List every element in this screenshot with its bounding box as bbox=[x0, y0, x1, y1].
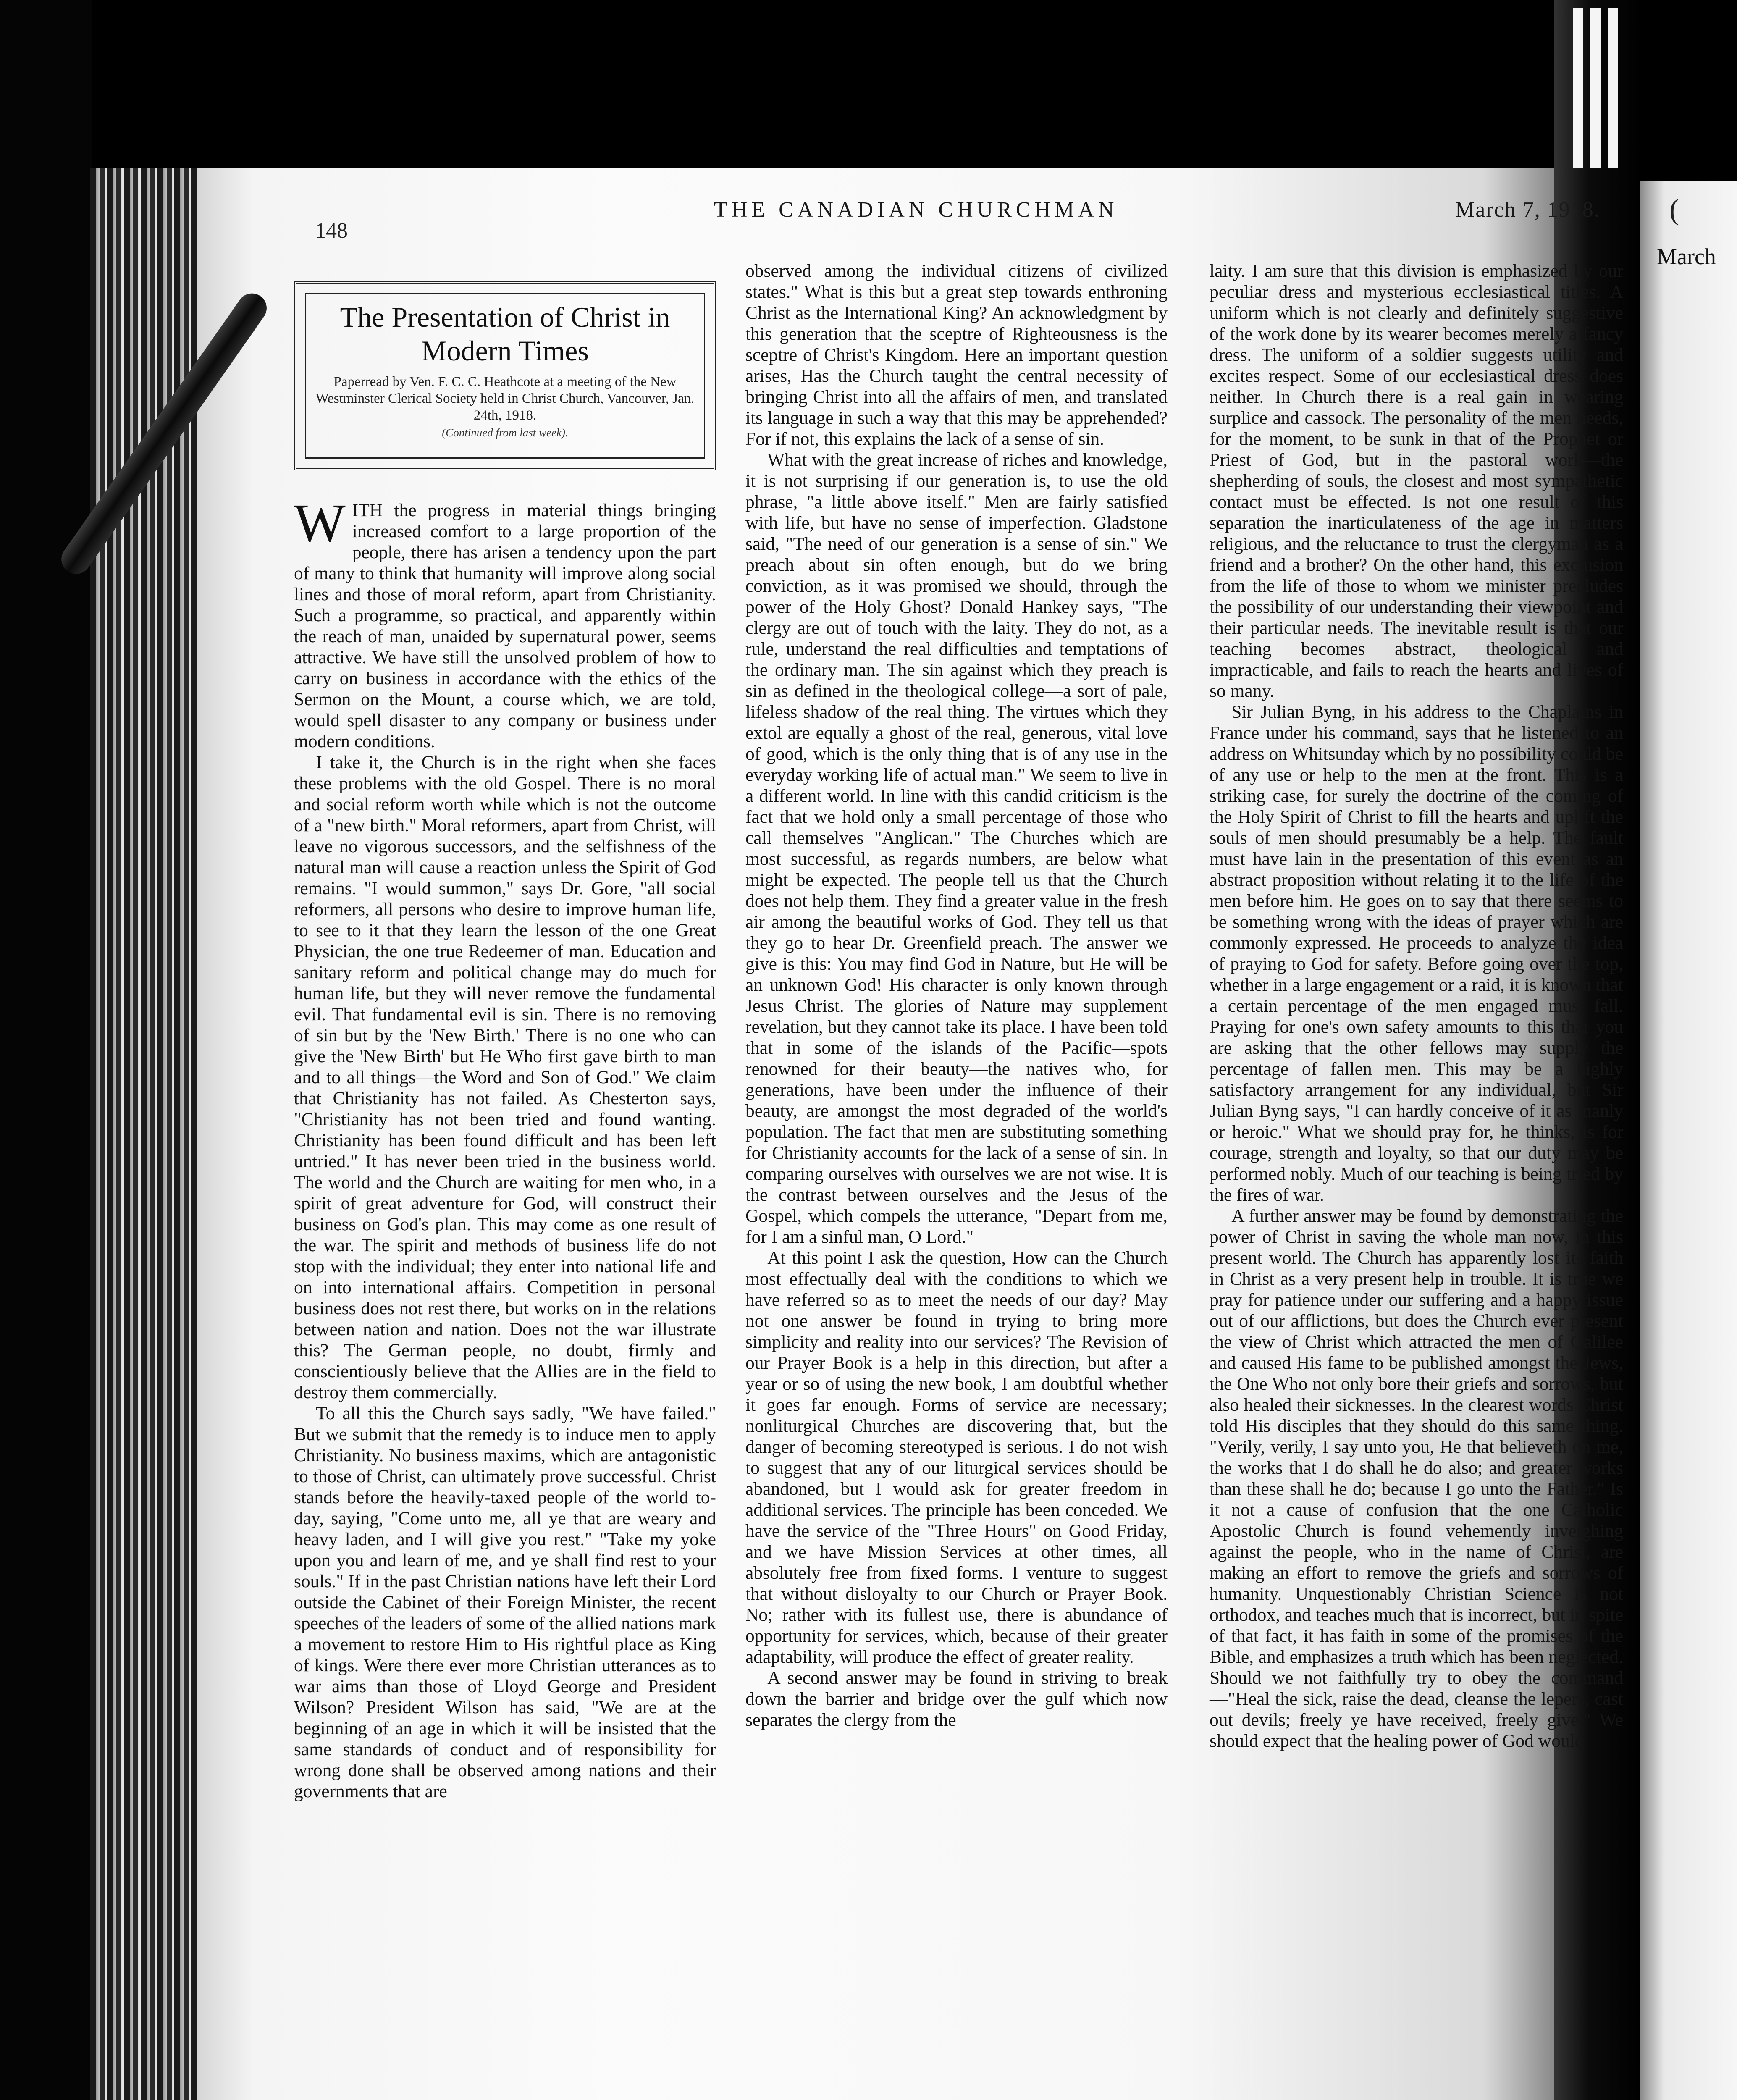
paragraph: At this point I ask the question, How can the Church most effectually deal with the conditions to which we have referred so as to meet the needs of our day? May not one answer be found in trying to bring more simplicity and reality into our services? The Revision of our Prayer Book is a help in this direction, but after a year or so of using the new book, I am doubtful whether it goes far enough. Forms of service are necessary; nonliturgical Churches are discovering that, but the danger of becoming stereotyped is serious. I do not wish to suggest that any of our liturgical services should be abandoned, but I would ask for greater freedom in additional services. The principle has been conceded. We have the service of the "Three Hours" on Good Friday, and we have Mission Services at other times, all absolutely free from fixed forms. I venture to suggest that without disloyalty to our Church or Prayer Book. No; rather with its fullest use, there is abundance of opportunity for services, which, because of their greater adaptability, will produce the effect of greater reality. bbox=[745, 1248, 1168, 1667]
paragraph: Sir Julian Byng, in his address to the Chaplains in France under his command, says that he listened to an address on Whitsunday which by no possibility could be of any use or help to the men at the front. This is a striking case, for surely the doctrine of the coming of the Holy Spirit of Christ to fill the hearts and uplift the souls of men should presumably be a help. The fault must have lain in the presentation of this event as an abstract proposition without relating it to the life of the men before him. He goes on to say that there seems to be something wrong with the ideas of prayer which are commonly expressed. He proceeds to analyze the idea of praying to God for safety. Before going over the top, whether in a large engagement or a raid, it is known that a certain percentage of the men engaged must fall. Praying for one's own safety amounts to this that you are asking that the other fellows may supply the percentage of fallen men. This may be a highly satisfactory arrangement for any individual, but Sir Julian Byng says, "I can hardly conceive of it as manly or heroic." What we should pray for, he thinks, is for courage, strength and loyalty, so that our duty may be performed nobly. Much of our teaching is being tried by the fires of war. bbox=[1210, 702, 1623, 1205]
running-head-title: THE CANADIAN CHURCHMAN bbox=[714, 198, 1118, 222]
paragraph: WITH the progress in material things bringing increased comfort to a large proportion of the people, there has arisen a tendency upon the part of many to think that humanity will improve along social lines and those of moral reform, apart from Christianity. Such a programme, so practical, and apparently within the reach of man, unaided by supernatural power, seems attractive. We have still the unsolved problem of how to carry on business in accordance with the ethics of the Sermon on the Mount, a course which, we are told, would spell disaster to any company or business under modern conditions. bbox=[294, 493, 716, 751]
article-title: The Presentation of Christ in Modern Times bbox=[340, 301, 670, 367]
binding-clip-top bbox=[1573, 8, 1636, 168]
article-title-box bbox=[294, 281, 716, 470]
text-column-2 bbox=[745, 260, 1168, 1730]
text-column-3 bbox=[1210, 260, 1623, 1751]
paragraph: To all this the Church says sadly, "We have failed." But we submit that the remedy is to induce men to apply Christianity. No business maxims, which are antagonistic to those of Christ, can ultimately prove successful. Christ stands before the heavily-taxed people of the world to-day, saying, "Come unto me, all ye that are weary and heavy laden, and I will give you rest." "Take my yoke upon you and learn of me, and ye shall find rest to your souls." If in the past Christian nations have left their Lord outside the Cabinet of their Foreign Minister, the recent speeches of the leaders of some of the allied nations mark a movement to restore Him to His rightful place as King of kings. Were there ever more Christian utterances as to war aims than those of Lloyd George and President Wilson? President Wilson has said, "We are at the beginning of an age in which it will be insisted that the same standards of conduct and of responsibility for wrong done shall be observed among nations and their governments that are bbox=[294, 1403, 716, 1801]
running-head-date: March 7, 1918. bbox=[1455, 198, 1601, 222]
facing-page bbox=[1640, 181, 1737, 2100]
drop-cap: W bbox=[294, 493, 346, 554]
paragraph: laity. I am sure that this division is emphasized by our peculiar dress and mysterious ecclesiastical titles. A uniform which is not clearly and definitely suggestive of the work done by its wearer becomes merely a fancy dress. The uniform of a soldier suggests utility and excites respect. Some of our ecclesiastical dress does neither. In Church there is a real gain in wearing surplice and cassock. The personality of the men needs, for the moment, to be sunk in that of the Prophet or Priest of God, but in the pastoral work—the shepherding of souls, the closest and most sympathetic contact must be effected. Is not one result of this separation the inarticulateness of the age in matters religious, and the reluctance to trust the clergyman as a friend and a brother? On the other hand, this exclusion from the life of those to whom we minister precludes the possibility of our understanding their viewpoint and their particular needs. The inevitable result is that our teaching becomes abstract, theological and impracticable, and fails to reach the hearts and lives of so many. bbox=[1210, 261, 1623, 701]
left-dark-background bbox=[0, 0, 92, 2100]
paragraph: observed among the individual citizens of civilized states." What is this but a great step towards enthroning Christ as the International King? An acknowledgment by this generation that the sceptre of Righteousness is the sceptre of Christ's Kingdom. Here an important question arises, Has the Church taught the central necessity of bringing Christ into all the affairs of men, and translated its language in such a way that this may be apprehended? For if not, this explains the lack of a sense of sin. bbox=[745, 261, 1168, 449]
paragraph: What with the great increase of riches and knowledge, it is not surprising if our generation is, to use the old phrase, "a little above itself." Men are fairly satisfied with life, but have no sense of imperfection. Gladstone said, "The need of our generation is a sense of sin." We preach about sin often enough, but do we bring conviction, as it was promised we should, through the power of the Holy Ghost? Donald Hankey says, "The clergy are out of touch with the laity. They do not, as a rule, understand the real difficulties and temptations of the ordinary man. The sin against which they preach is sin as defined in the theological college—a sort of pale, lifeless shadow of the real thing. The virtues which they extol are equally a ghost of the real, generous, vital love of good, which is the only thing that is of any use in the everyday working life of actual man." We seem to live in a different world. In line with this candid criticism is the fact that we hold only a small percentage of those who call themselves "Anglican." The Churches which are most successful, as regards numbers, are below what might be expected. The people tell us that the Church does not help them. They find a greater value in the fresh air among the beautiful works of God. They tell us that they go to hear Dr. Greenfield preach. The answer we give is this: You may find God in Nature, but He will be an unknown God! His character is only known through Jesus Christ. The glories of Nature may supplement revelation, but they cannot take its place. I have been told that in some of the islands of the Pacific—spots renowned for their beauty—the natives who, for generations, have been under the influence of their beauty, are amongst the most degraded of the world's population. The fact that men are substituting something for Christianity accounts for the lack of a sense of sin. In comparing ourselves with ourselves we are not wise. It is the contrast between ourselves and the Jesus of the Gospel, which compels the utterance, "Depart from me, for I am a sinful man, O Lord." bbox=[745, 450, 1168, 1247]
continued-note: (Continued from last week). bbox=[442, 426, 568, 439]
facing-page-mark: ( bbox=[1669, 194, 1679, 226]
paragraph: A further answer may be found by demonstrating the power of Christ in saving the whole man now, in this present world. The Church has apparently lost its faith in Christ as a very present help in trouble. It is true we pray for patience under our suffering and a happy issue out of our afflictions, but does the Church ever present the view of Christ which attracted the men of Galilee and caused His fame to be published amongst the Jews, the One Who not only bore their griefs and sorrows, but also healed their sicknesses. In the clearest words Christ told His disciples that they should do this same thing. "Verily, verily, I say unto you, He that believeth on me, the works that I do shall he do also; and greater works than these shall he do; because I go unto the Father." Is it not a cause of confusion that the one Catholic Apostolic Church is found vehemently inveighing against the people, who in the name of Christ, are making an effort to remove the griefs and sorrows of humanity. Unquestionably Christian Science is not orthodox, and teaches much that is incorrect, but in spite of that fact, it has faith in some of the promises of the Bible, and emphasizes a truth which has been neglected. Should we not faithfully try to obey the command—"Heal the sick, raise the dead, cleanse the lepers, cast out devils; freely ye have received, freely give." We should expect that the healing power of God would bbox=[1210, 1206, 1623, 1751]
paragraph: A second answer may be found in striving to break down the barrier and bridge over the gulf which now separates the clergy from the bbox=[745, 1668, 1168, 1730]
facing-page-header: March bbox=[1657, 244, 1716, 269]
paragraph: I take it, the Church is in the right when she faces these problems with the old Gospel. There is no moral and social reform worth while which is not the outcome of a "new birth." Moral reformers, apart from Christ, will leave no vigorous successors, and the selfishness of the natural man will cause a reaction unless the Spirit of God remains. "I would summon," says Dr. Gore, "all social reformers, all persons who desire to improve human life, to see to it that they learn the lesson of the one Great Physician, the one true Redeemer of man. Education and sanitary reform and political change may do much for human life, but they will never remove the fundamental evil. That fundamental evil is sin. There is no removing of sin but by the 'New Birth.' There is no one who can give the 'New Birth' but He Who first gave birth to man and to all things—the Word and Son of God." We claim that Christianity has not failed. As Chesterton says, "Christianity has not been tried and found wanting. Christianity has been found difficult and has been left untried." It has never been tried in the business world. The world and the Church are waiting for men who, in a spirit of great adventure for God, will construct their business on God's plan. This may come as one result of the war. The spirit and methods of business life do not stop with the individual; they enter into national life and on into international affairs. Competition in personal business does not rest there, but works on in the relations between nation and nation. Does not the war illustrate this? The German people, no doubt, firmly and conscientiously believe that the Allies are in the field to destroy them commercially. bbox=[294, 752, 716, 1402]
page-number: 148 bbox=[315, 219, 348, 243]
text-column-1 bbox=[294, 493, 716, 1802]
article-byline: Paperread by Ven. F. C. C. Heathcote at a meeting of the New Westminster Clerical Society held in Christ Church, Vancouver, Jan. 24th, 1918. bbox=[315, 374, 695, 423]
